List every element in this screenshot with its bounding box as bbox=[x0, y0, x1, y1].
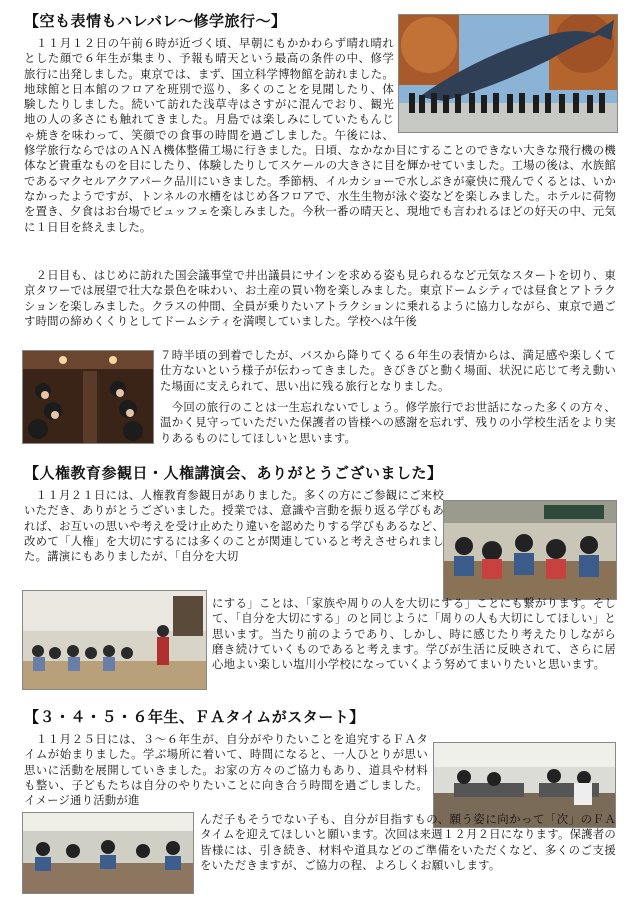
photo-space bbox=[394, 36, 616, 136]
section-title-human-rights: 【人権教育参観日・人権講演会、ありがとうございました】 bbox=[24, 464, 443, 482]
section-title-school-trip: 【空も表情もハレバレ〜修学旅行〜】 bbox=[24, 12, 287, 30]
school-trip-paragraph-1-wrap bbox=[24, 36, 616, 266]
photo-fa-time-classroom bbox=[22, 812, 194, 894]
school-trip-paragraph-3: ７時半頃の到着でしたが、バスから降りてくる６年生の表情からは、満足感や楽しくて仕方ないという様子が伝わってきました。きびきびと動く場面、状況に応じて考え動いた場面に支えられて、思い出に残る旅行となりました。 bbox=[160, 348, 616, 393]
fa-time-paragraph-1: １１月２５日には、３〜６年生が、自分がやりたいことを追究するＦＡタイムが始まりました。学ぶ場所に着いて、時間になると、一人ひとりが思い思いに活動を展開していきました。お家の方々のご協力もあり、道具や材料も整い、子どもたちは自分のやりたいことに向き合う時間を過ごしました。イメージ通り活動が進 bbox=[24, 732, 428, 808]
human-rights-paragraph-2: にする」ことは、「家族や周りの人を大切にする」ことにも繋がります。そして、「自分を大切にする」のと同じように「周りの人も大切にしてほしい」と思います。当たり前のようであり、しかし、時に感じたり考えたりしながら磨き続けていくものであると考えます。学びが生活に反映されて、さらに居心地よい楽しい塩川小学校になっていくよう努めてまいりたいと思います。 bbox=[212, 596, 616, 672]
photo-classroom-students bbox=[443, 500, 617, 600]
school-trip-paragraph-4: 今回の旅行のことは一生忘れないでしょう。修学旅行でお世話になった多くの方々、温かく見守っていただいた保護者の皆様への感謝を忘れず、残りの小学校生活をより実りあるものにしてほしいと思います。 bbox=[160, 400, 616, 445]
section-title-fa-time: 【３・４・５・６年生、ＦＡタイムがスタート】 bbox=[24, 708, 365, 726]
fa-time-paragraph-2: んだ子もそうでない子も、自分が目指すもの、願う姿に向かって「次」のＦＡタイムを迎えてほしいと願います。次回は来週１２月２日になります。保護者の皆様には、引き続き、材料や道具などのご準備をいただくなど、多くのご支援をいただきますが、ご協力の程、よろしくお願いします。 bbox=[200, 812, 616, 872]
school-trip-paragraph-1-text: １１月１２日の午前６時が近づく頃、早朝にもかかわらず晴れ晴れとした顔で６年生が集まり、予報も晴天という最高の条件の中、修学旅行に出発しました。東京では、まず、国立科学博物館を訪れました。地球館と日本館のフロアを班別で巡り、多くのことを見聞したり、体験したりしました。続いて訪れた浅草寺はさすがに混んでおり、観光地の人の多さにも触れてきました。月島では楽しみにしていたもんじゃ焼きを味わって、笑顔での食事の時間を過ごしました。午後には、修学旅行ならではのＡＮＡ機体整備工場に行きました。日頃、なかなか目にすることのできない大きな飛行機の機体など貴重なものを目にしたり、体験したりしてスケールの大きさに目を輝かせていました。工場の後は、水族館であるマクセルアクアパーク品川にいきました。季節柄、イルカショーで水しぶきが豪快に飛んでくるとは、いかなかったようですが、トンネルの水槽をはじめ各フロアで、水生生物が泳ぐ姿などを楽しみました。ホテルに荷物を置き、夕食はお台場でビュッフェを楽しみました。今秋一番の晴天と、現地でも言われるほどの好天の中、元気に１日目を終えました。 bbox=[24, 36, 616, 234]
school-trip-paragraph-2: ２日目も、はじめに訪れた国会議事堂で井出議員にサインを求める姿も見られるなど元気なスタートを切り、東京タワーでは展望で壮大な景色を味わい、お土産の買い物を楽しみました。東京ドームシティでは昼食とアトラクションを楽しみました。クラスの仲間、全員が乗りたいアトラクションに乗れるように協力しながら、東京で過ごす時間の締めくくりとしてドームシティを満喫していました。学校へは午後 bbox=[24, 268, 616, 328]
photo-gym-lecture bbox=[22, 590, 207, 690]
human-rights-paragraph-1: １１月２１日には、人権教育参観日がありました。多くの方にご参観にご来校いただき、ありがとうございました。授業では、意識や言動を振り返る学びもあれば、お互いの思いや考えを受け止めたり違いを認めたりする学びもあるなど、改めて「人権」を大切にするには多くのことが関連していると考えさせられました。講演にもありましたが、「自分を大切 bbox=[24, 488, 444, 564]
photo-bus-interior bbox=[22, 350, 154, 444]
